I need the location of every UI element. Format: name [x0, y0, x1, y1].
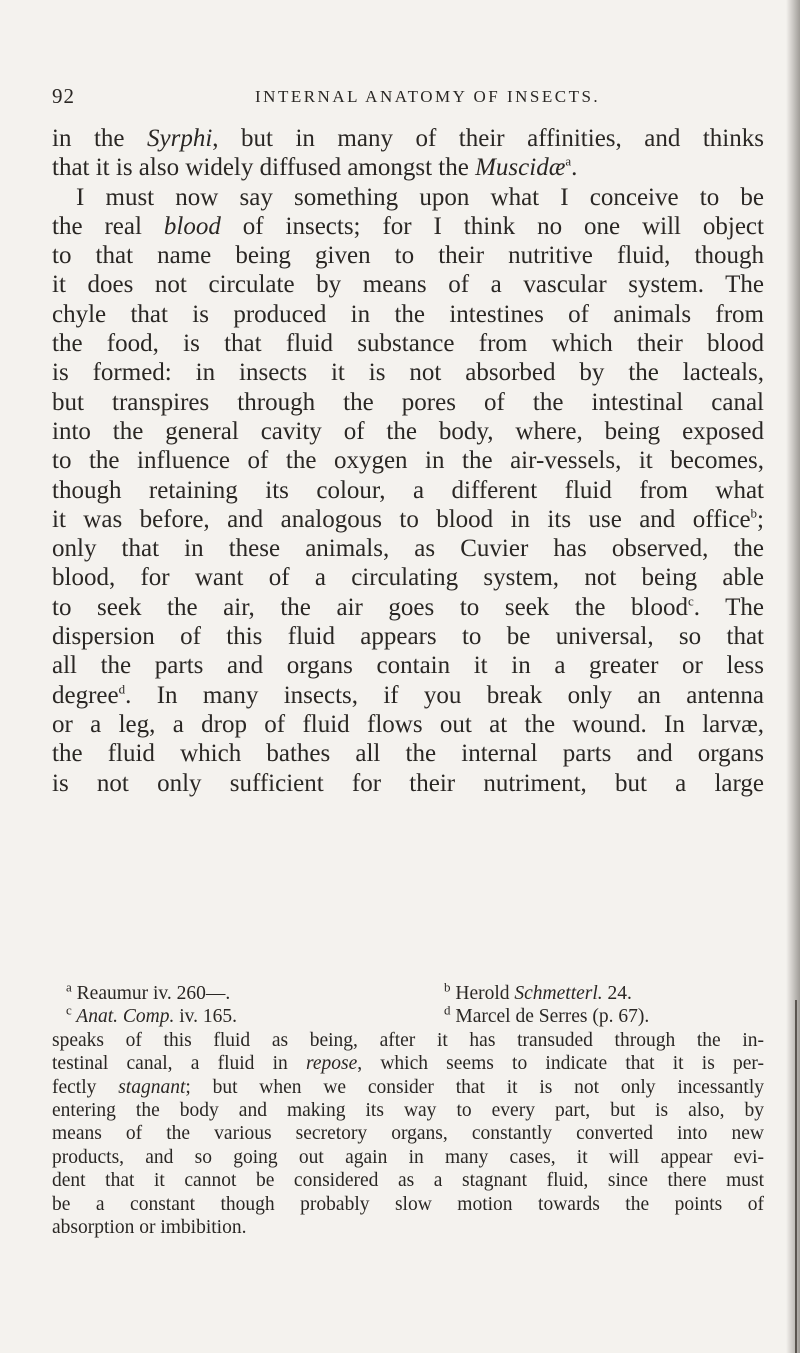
text-line: dispersion of this fluid appears to be universal, so that	[52, 623, 764, 651]
footnote-line: dent that it cannot be considered as a stagnant fluid, since there must	[52, 1170, 764, 1192]
footnote-ref: a	[565, 153, 572, 169]
footnote-line: absorption or imbibition.	[52, 1217, 247, 1239]
text-line: though retaining its colour, a different fluid from what	[52, 476, 764, 504]
footnotes	[52, 979, 765, 1239]
text-line: the fluid which bathes all the internal parts and organs	[52, 740, 764, 768]
text-line: into the general cavity of the body, where, being exposed	[52, 417, 764, 445]
footnote-row	[52, 1002, 764, 1028]
text-line: I must now say something upon what I conceive to be	[76, 183, 764, 211]
footnote-line: products, and so going out again in many cases, it will appear evi-	[52, 1146, 764, 1168]
text-line: is not only sufficient for their nutriment, but a large	[52, 769, 764, 797]
footnote-d: $^d$ Marcel de Serres (p. 67).	[444, 1002, 650, 1028]
footnote-line: testinal canal, a fluid in repose, which seems to indicate that it is per-	[52, 1053, 765, 1075]
footnote-b: $^b$ Herold Schmetterl. 24.	[444, 979, 632, 1004]
text-line: to the influence of the oxygen in the air-vessels, it becomes,	[52, 447, 764, 475]
text-line: degree$^d$. In many insects, if you break only an antenna	[52, 681, 764, 709]
text-line: to seek the air, the air goes to seek the blood$^c$. The	[52, 593, 764, 621]
text-line: it was before, and analogous to blood in its use and office$^b$;	[52, 505, 764, 533]
text-line: the food, is that fluid substance from which their blood	[52, 330, 764, 358]
page-edge-line	[795, 1000, 797, 1353]
footnote-ref: b	[750, 505, 758, 521]
body-text	[52, 124, 764, 798]
text-line: the real blood of insects; for I think no one will object	[52, 212, 764, 240]
footnote-line: entering the body and making its way to every part, but is also, by	[52, 1100, 764, 1122]
text-line: only that in these animals, as Cuvier has observed, the	[52, 535, 764, 563]
running-head: INTERNAL ANATOMY OF INSECTS.	[255, 87, 601, 106]
footnote-line: speaks of this fluid as being, after it has transuded through the in-	[52, 1029, 764, 1051]
footnote-c: $^c$ Anat. Comp. iv. 165.	[66, 1002, 238, 1028]
footnote-ref: d	[118, 681, 126, 697]
text-line: is formed: in insects it is not absorbed by the lacteals,	[52, 359, 764, 387]
text-line: in the Syrphi, but in many of their affinities, and thinks	[52, 125, 764, 152]
text-line: blood, for want of a circulating system, not being able	[52, 564, 764, 592]
text-line: that it is also widely diffused amongst the Muscidæ$^a$.	[52, 153, 578, 182]
footnote-row	[52, 979, 764, 1005]
text-line: to that name being given to their nutritive fluid, though	[52, 242, 764, 270]
text-line: all the parts and organs contain it in a greater or less	[52, 652, 764, 680]
page-header	[52, 84, 752, 114]
footnote-a: $^a$ Reaumur iv. 260—.	[66, 979, 231, 1004]
text-line: but transpires through the pores of the intestinal canal	[52, 388, 764, 416]
footnote-line: fectly stagnant; but when we consider that it is not only incessantly	[52, 1076, 764, 1098]
page-edge-shadow	[786, 0, 800, 1353]
footnote-line: be a constant though probably slow motion towards the points of	[52, 1193, 764, 1215]
page-number: 92	[52, 84, 75, 108]
text-line: it does not circulate by means of a vascular system. The	[52, 271, 764, 299]
text-line: or a leg, a drop of fluid flows out at the wound. In larvæ,	[52, 710, 764, 738]
footnote-ref: c	[687, 593, 694, 609]
text-line: chyle that is produced in the intestines of animals from	[52, 300, 764, 328]
footnote-line: means of the various secretory organs, constantly converted into new	[52, 1123, 764, 1145]
